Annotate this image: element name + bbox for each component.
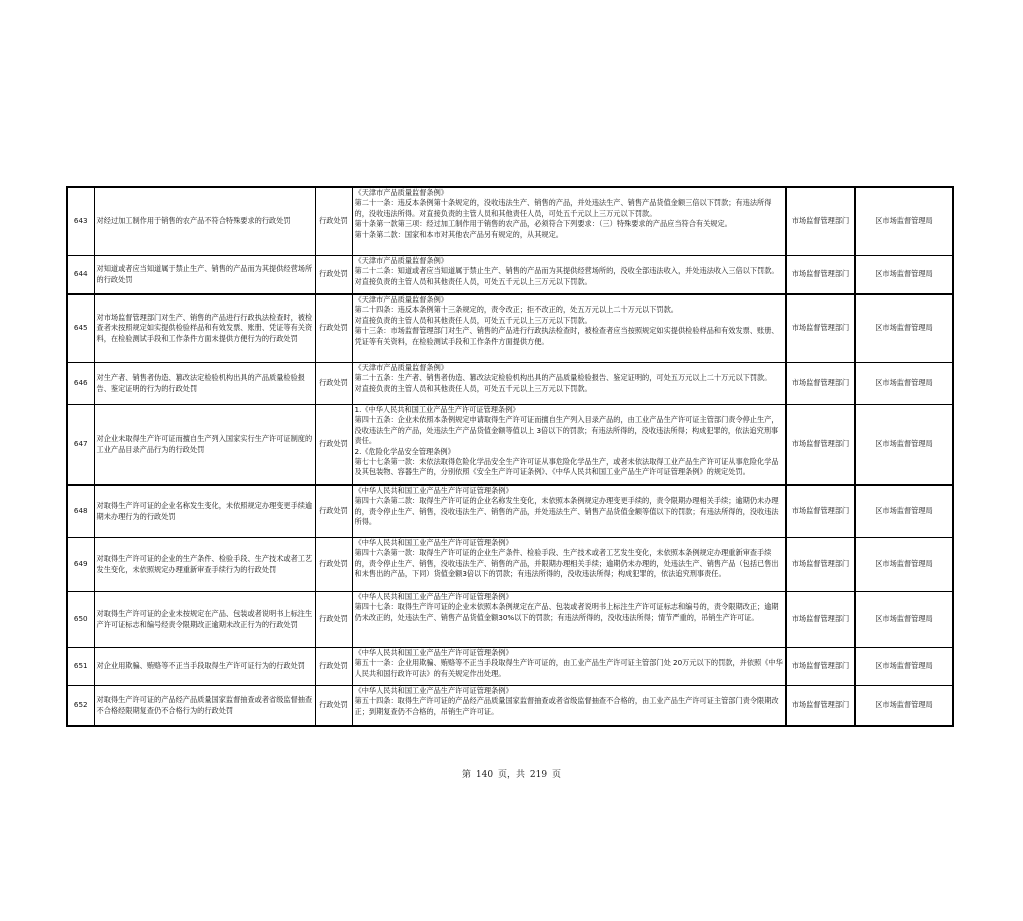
legal-basis-line: 第四十五条：企业未依照本条例规定申请取得生产许可证而擅自生产列入目录产品的，由工业产品生产许可证主管部门责令停止生产，没收违法生产的产品，处违法生产产品货值金额等值以上 3倍以下的罚款；有违法所得的，没收违法所得；构成犯罪的，依法追究刑事责任。: [354, 415, 779, 446]
legal-basis: [352, 187, 786, 256]
row-number: 643: [67, 187, 94, 256]
legal-basis-line: 第七十七条第一款：未依法取得危险化学品安全生产许可证从事危险化学品生产，或者未依法取得工业产品生产许可证从事危险化学品及其包装物、容器生产的，分别依照《安全生产许可证条例》、《中华人民共和国工业产品生产许可证管理条例》的规定处罚。: [354, 457, 779, 477]
page-footer: [0, 767, 1023, 780]
implementing-bureau: 区市场监督管理局: [855, 187, 953, 256]
item-category: 行政处罚: [315, 405, 352, 486]
legal-basis-line: 《天津市产品质量监督条例》: [354, 295, 448, 304]
legal-basis: [352, 648, 786, 686]
responsible-department: 市场监督管理部门: [786, 592, 855, 648]
penalty-table: [66, 186, 954, 727]
item-category: 行政处罚: [315, 648, 352, 686]
table-row: [67, 592, 953, 648]
table-row: [67, 363, 953, 405]
item-name: 对市场监督管理部门对生产、销售的产品进行行政执法检查时，被检查者未按照规定如实提供检验样品和有效发票、账册、凭证等有关资料，在检验测试手段和工作条件方面未提供方便行为的行政处罚: [94, 294, 315, 363]
legal-basis-line: 第二十四条：违反本条例第十三条规定的，责令改正；拒不改正的，处五万元以上二十万元以下罚款。: [354, 305, 678, 315]
legal-basis-line: 对直接负责的主管人员和其他责任人员，可处五千元以上三万元以下罚款。: [354, 276, 592, 286]
legal-basis: [352, 485, 786, 538]
legal-basis-line: 《中华人民共和国工业产品生产许可证管理条例》: [354, 648, 513, 657]
legal-basis-line: 第五十一条：企业用欺骗、贿赂等不正当手段取得生产许可证的，由工业产品生产许可证主管部门处 20万元以下的罚款，并依照《中华人民共和国行政许可法》的有关规定作出处理。: [354, 658, 783, 678]
table-body: [67, 187, 953, 726]
item-category: 行政处罚: [315, 187, 352, 256]
legal-basis-line: 第二十二条：知道或者应当知道属于禁止生产、销售的产品而为其提供经营场所的，没收全部违法收入，并处违法收入三倍以下罚款。: [354, 266, 779, 276]
footer-suffix: 页: [551, 770, 561, 780]
table-row: [67, 485, 953, 538]
item-category: 行政处罚: [315, 538, 352, 592]
table-row: [67, 405, 953, 486]
item-name: 对取得生产许可证的企业的生产条件、检验手段、生产技术或者工艺发生变化，未依照规定办理重新审查手续行为的行政处罚: [94, 538, 315, 592]
legal-basis-line: 《天津市产品质量监督条例》: [354, 256, 448, 265]
implementing-bureau: 区市场监督管理局: [855, 538, 953, 592]
item-category: 行政处罚: [315, 294, 352, 363]
item-name: 对取得生产许可证的企业名称发生变化，未依照规定办理变更手续逾期未办理行为的行政处罚: [94, 485, 315, 538]
responsible-department: 市场监督管理部门: [786, 256, 855, 295]
legal-basis-line: 1.《中华人民共和国工业产品生产许可证管理条例》: [354, 405, 520, 414]
legal-basis-line: 第十三条：市场监督管理部门对生产、销售的产品进行行政执法检查时，被检查者应当按照规定如实提供检验样品和有效发票、账册、凭证等有关资料，在检验测试手段和工作条件方面提供方便。: [354, 326, 779, 346]
table-row: [67, 256, 953, 295]
footer-prefix: 第: [462, 770, 472, 780]
row-number: 652: [67, 686, 94, 727]
legal-basis: [352, 405, 786, 486]
legal-basis-line: 《中华人民共和国工业产品生产许可证管理条例》: [354, 538, 513, 547]
row-number: 649: [67, 538, 94, 592]
item-category: 行政处罚: [315, 592, 352, 648]
row-number: 646: [67, 363, 94, 405]
legal-basis-line: 第二十五条：生产者、销售者伪造、篡改法定检验机构出具的产品质量检验报告、鉴定证明的，可处五万元以上二十万元以下罚款。: [354, 373, 772, 383]
legal-basis-line: 2.《危险化学品安全管理条例》: [354, 446, 455, 456]
legal-basis-line: 对直接负责的主管人员和其他责任人员，可处五千元以上三万元以下罚款。: [354, 383, 592, 393]
row-number: 647: [67, 405, 94, 486]
table-row: [67, 187, 953, 256]
table-row: [67, 648, 953, 686]
implementing-bureau: 区市场监督管理局: [855, 686, 953, 727]
legal-basis: [352, 256, 786, 295]
legal-basis-line: 《天津市产品质量监督条例》: [354, 188, 448, 197]
implementing-bureau: 区市场监督管理局: [855, 256, 953, 295]
item-name: 对取得生产许可证的企业未按规定在产品、包装或者说明书上标注生产许可证标志和编号经责令限期改正逾期未改正行为的行政处罚: [94, 592, 315, 648]
implementing-bureau: 区市场监督管理局: [855, 363, 953, 405]
item-category: 行政处罚: [315, 686, 352, 727]
legal-basis-line: 《中华人民共和国工业产品生产许可证管理条例》: [354, 486, 513, 495]
legal-basis-line: 《天津市产品质量监督条例》: [354, 363, 448, 372]
responsible-department: 市场监督管理部门: [786, 363, 855, 405]
table-row: [67, 294, 953, 363]
legal-basis: [352, 538, 786, 592]
implementing-bureau: 区市场监督管理局: [855, 294, 953, 363]
row-number: 651: [67, 648, 94, 686]
item-name: 对知道或者应当知道属于禁止生产、销售的产品而为其提供经营场所的行政处罚: [94, 256, 315, 295]
legal-basis-line: 《中华人民共和国工业产品生产许可证管理条例》: [354, 686, 513, 695]
responsible-department: 市场监督管理部门: [786, 485, 855, 538]
legal-basis-line: 第十条第二款：国家和本市对其他农产品另有规定的，从其规定。: [354, 229, 563, 239]
item-category: 行政处罚: [315, 256, 352, 295]
footer-page-number: 140: [475, 770, 494, 780]
responsible-department: 市场监督管理部门: [786, 686, 855, 727]
legal-basis: [352, 686, 786, 727]
responsible-department: 市场监督管理部门: [786, 294, 855, 363]
row-number: 645: [67, 294, 94, 363]
legal-basis-line: 第四十六条第二款：取得生产许可证的企业名称发生变化，未依照本条例规定办理变更手续的，责令限期办理相关手续；逾期仍未办理的，责令停止生产、销售，没收违法生产、销售的产品，并处违法生产、销售产品货值金额等值以下的罚款；有违法所得的，没收违法所得。: [354, 496, 779, 527]
responsible-department: 市场监督管理部门: [786, 405, 855, 486]
legal-basis-line: 第四十六条第一款：取得生产许可证的企业生产条件、检验手段、生产技术或者工艺发生变化，未依照本条例规定办理重新审查手续的，责令停止生产、销售，没收违法生产、销售的产品，并限期办理相关手续；逾期仍未办理的，处违法生产、销售产品（包括已售出和未售出的产品，下同）货值金额3倍以下的罚款；有违法所得的，没收违法所得；构成犯罪的，依法追究刑事责任。: [354, 548, 779, 579]
implementing-bureau: 区市场监督管理局: [855, 648, 953, 686]
footer-total-pages: 219: [529, 770, 548, 780]
row-number: 648: [67, 485, 94, 538]
legal-basis-line: 第十条第一款第三项：经过加工制作用于销售的农产品，必须符合下列要求：（三）特殊要求的产品应当符合有关规定。: [354, 219, 732, 229]
responsible-department: 市场监督管理部门: [786, 187, 855, 256]
implementing-bureau: 区市场监督管理局: [855, 592, 953, 648]
responsible-department: 市场监督管理部门: [786, 538, 855, 592]
item-name: 对经过加工制作用于销售的农产品不符合特殊要求的行政处罚: [94, 187, 315, 256]
legal-basis-line: 第五十四条：取得生产许可证的产品经产品质量国家监督抽查或者省级监督抽查不合格的，由工业产品生产许可证主管部门责令限期改正；到期复查仍不合格的，吊销生产许可证。: [354, 696, 779, 716]
item-name: 对企业未取得生产许可证而擅自生产列入国家实行生产许可证制度的工业产品目录产品行为的行政处罚: [94, 405, 315, 486]
legal-basis-line: 对直接负责的主管人员和其他责任人员，可处五千元以上三万元以下罚款。: [354, 315, 592, 325]
item-name: 对企业用欺骗、贿赂等不正当手段取得生产许可证行为的行政处罚: [94, 648, 315, 686]
legal-basis-line: 《中华人民共和国工业产品生产许可证管理条例》: [354, 592, 513, 601]
responsible-department: 市场监督管理部门: [786, 648, 855, 686]
item-name: 对生产者、销售者伪造、篡改法定检验机构出具的产品质量检验报告、鉴定证明的行为的行政处罚: [94, 363, 315, 405]
item-category: 行政处罚: [315, 485, 352, 538]
row-number: 650: [67, 592, 94, 648]
table-row: [67, 686, 953, 727]
legal-basis: [352, 592, 786, 648]
table-row: [67, 538, 953, 592]
legal-basis: [352, 294, 786, 363]
legal-basis-line: 第二十一条：违反本条例第十条规定的，没收违法生产、销售的产品，并处违法生产、销售产品货值金额三倍以下罚款；有违法所得的，没收违法所得。对直接负责的主管人员和其他责任人员，可处五千元以上三万元以下罚款。: [354, 198, 772, 218]
legal-basis: [352, 363, 786, 405]
footer-mid: 页，共: [497, 770, 525, 780]
implementing-bureau: 区市场监督管理局: [855, 485, 953, 538]
item-category: 行政处罚: [315, 363, 352, 405]
legal-basis-line: 第四十七条：取得生产许可证的企业未依照本条例规定在产品、包装或者说明书上标注生产许可证标志和编号的，责令限期改正；逾期仍未改正的，处违法生产、销售产品货值金额30%以下的罚款；有违法所得的，没收违法所得；情节严重的，吊销生产许可证。: [354, 602, 779, 622]
row-number: 644: [67, 256, 94, 295]
implementing-bureau: 区市场监督管理局: [855, 405, 953, 486]
item-name: 对取得生产许可证的产品经产品质量国家监督抽查或者省级监督抽查不合格经限期复查仍不合格行为的行政处罚: [94, 686, 315, 727]
